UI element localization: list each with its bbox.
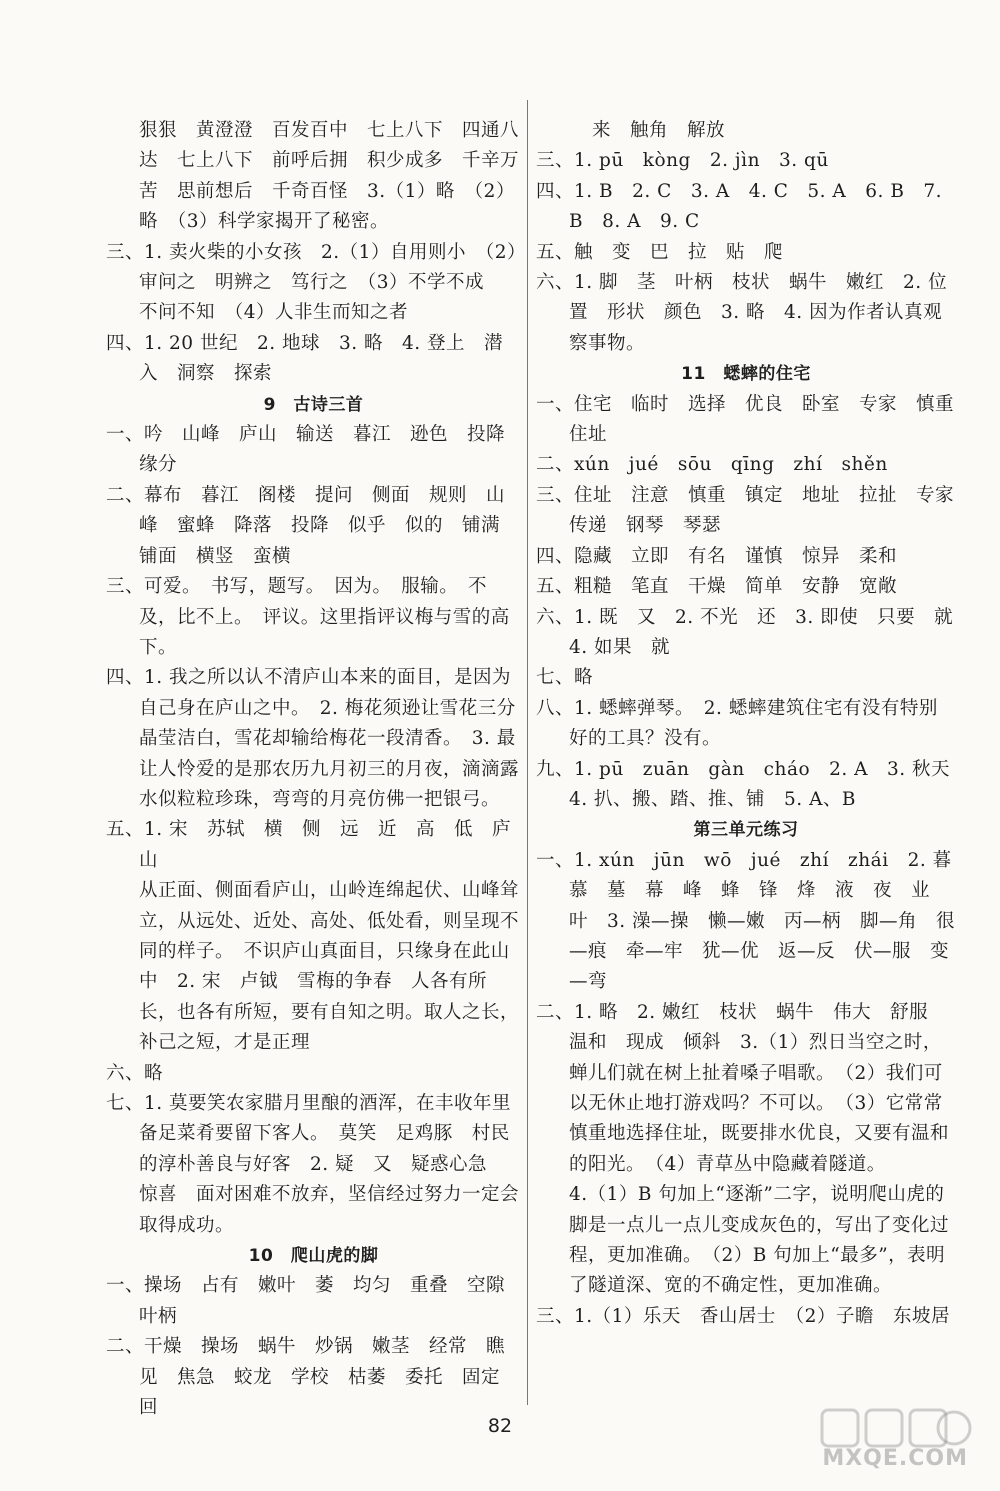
answer-paragraph: 狠狠 黄澄澄 百发百中 七上八下 四通八达 七上八下 前呼后拥 积少成多 千辛万苦 思前想后 千奇百怪 3.（1）略 （2）略 （3）科学家揭开了秘密。	[139, 120, 520, 233]
answer-paragraph: 二、干燥 操场 蜗牛 炒锅 嫩茎 经常 瞧见 焦急 蛟龙 学校 枯萎 委托 固定 回	[106, 1336, 520, 1419]
answer-paragraph: 三、1.（1）乐天 香山居士 （2）子瞻 东坡居	[536, 1305, 950, 1327]
answer-paragraph: 4.（1）B 句加上“逐渐”二字，说明爬山虎的脚是一点儿一点儿变成灰色的，写出了变化过程，更加准确。 （2）B 句加上“最多”，表明了隧道深、宽的不确定性，更加准确。	[569, 1184, 950, 1297]
section-heading: 第三单元练习	[693, 820, 799, 841]
answer-paragraph: 三、可爱。 书写，题写。 因为。 服输。 不及，比不上。 评议。这里指评议梅与雪的高下。	[106, 576, 510, 658]
answer-paragraph: 二、xún jué sōu qīng zhí shěn	[536, 454, 888, 476]
answer-paragraph: 四、1. 20 世纪 2. 地球 3. 略 4. 登上 潜入 洞察 探索	[106, 332, 504, 385]
answer-paragraph: 九、1. pū zuān gàn cháo 2. A 3. 秋天 4. 扒、搬、踏、推、铺 5. A、B	[536, 758, 970, 810]
section-heading: 10 爬山虎的脚	[248, 1246, 379, 1267]
answer-paragraph: 三、1. pū kòng 2. jìn 3. qū	[536, 150, 829, 172]
answer-paragraph: 五、触 变 巴 拉 贴 爬	[536, 241, 784, 263]
answer-paragraph: 四、隐藏 立即 有名 谨慎 惊异 柔和	[536, 545, 898, 567]
answer-paragraph: 六、1. 既 又 2. 不光 还 3. 即使 只要 就 4. 如果 就	[536, 606, 973, 658]
answer-paragraph: 五、粗糙 笔直 干燥 简单 安静 宽敞	[536, 576, 898, 598]
answer-paragraph: 五、1. 宋 苏轼 横 侧 远 近 高 低 庐山	[106, 819, 512, 871]
answer-paragraph: 一、操场 占有 嫩叶 萎 均匀 重叠 空隙 叶柄	[106, 1275, 525, 1327]
watermark	[792, 1408, 992, 1483]
answer-paragraph: 七、1. 莫要笑农家腊月里酿的酒浑，在丰收年里备足菜肴要留下客人。 莫笑 足鸡豚 村民的淳朴善良与好客 2. 疑 又 疑惑心急 惊喜 面对困难不放弃，坚信经过努力一定会取得成功。	[106, 1093, 520, 1236]
answer-paragraph: 四、1. B 2. C 3. A 4. C 5. A 6. B 7. B 8. A 9. C	[536, 180, 943, 233]
answer-paragraph: 七、略	[536, 667, 594, 689]
answer-paragraph: 四、1. 我之所以认不清庐山本来的面目，是因为自己身在庐山之中。 2. 梅花须逊让雪花三分晶莹洁白，雪花却输给梅花一段清香。 3. 最让人怜爱的是那农历九月初三的月夜，滴滴露水似粒粒珍珠，弯弯的月亮仿佛一把银弓。	[106, 667, 520, 810]
answer-paragraph: 一、1. xún jūn wō jué zhí zhái 2. 暮 慕 墓 幕 峰 蜂 锋 烽 液 夜 业 叶 3. 澡—操 懒—嫩 丙—柄 脚—角 很—痕 牵—牢 犹—优 返—反 伏—服 变—弯	[536, 849, 971, 993]
answer-paragraph: 来 触角 解放	[592, 120, 726, 141]
answer-paragraph: 二、幕布 暮江 阁楼 提问 侧面 规则 山峰 蜜蜂 降落 投降 似乎 似的 铺满 铺面 横竖 蛮横	[106, 484, 520, 567]
answer-paragraph: 一、吟 山峰 庐山 输送 暮江 逊色 投降 缘分	[106, 424, 525, 476]
answer-paragraph: 八、1. 蟋蟀弹琴。 2. 蟋蟀建筑住宅有没有特别好的工具？没有。	[536, 697, 938, 750]
right-column	[536, 116, 974, 1332]
answer-paragraph: 三、1. 卖火柴的小女孩 2.（1）自用则小 （2）审问之 明辨之 笃行之 （3）不学不成 不问不知 （4）人非生而知之者	[106, 241, 517, 324]
left-column	[106, 116, 525, 1423]
section-heading: 9 古诗三首	[263, 394, 364, 415]
answer-paragraph: 从正面、侧面看庐山，山岭连绵起伏、山峰耸立，从远处、近处、高处、低处看，则呈现不同的样子。 不识庐山真面目，只缘身在此山中 2. 宋 卢钺 雪梅的争春 人各有所长，也各有所短，要有自知之明。取人之长，补己之短，才是正理	[139, 880, 520, 1054]
answer-paragraph: 一、住宅 临时 选择 优良 卧室 专家 慎重 住址	[536, 393, 974, 446]
watermark-text: MXQE.COM	[822, 1446, 968, 1471]
answer-paragraph: 六、1. 脚 茎 叶柄 枝状 蜗牛 嫩红 2. 位置 形状 颜色 3. 略 4. 因为作者认真观察事物。	[536, 272, 948, 354]
answer-paragraph: 六、略	[106, 1062, 164, 1084]
answer-paragraph: 二、1. 略 2. 嫩红 枝状 蜗牛 伟大 舒服 温和 现成 倾斜 3.（1）烈日当空之时，蝉儿们就在树上扯着嗓子唱歌。 （2）我们可以无休止地打游戏吗？不可以。 （3）它常常慎重地选择住址，既要排水优良，又要有温和的阳光。 （4）青草丛中隐藏着隧道。	[536, 1001, 950, 1175]
page-number: 82	[487, 1415, 513, 1437]
column-divider	[527, 100, 528, 1405]
section-heading: 11 蟋蟀的住宅	[681, 364, 811, 385]
answer-paragraph: 三、住址 注意 慎重 镇定 地址 拉扯 专家 传递 钢琴 琴瑟	[536, 484, 974, 537]
